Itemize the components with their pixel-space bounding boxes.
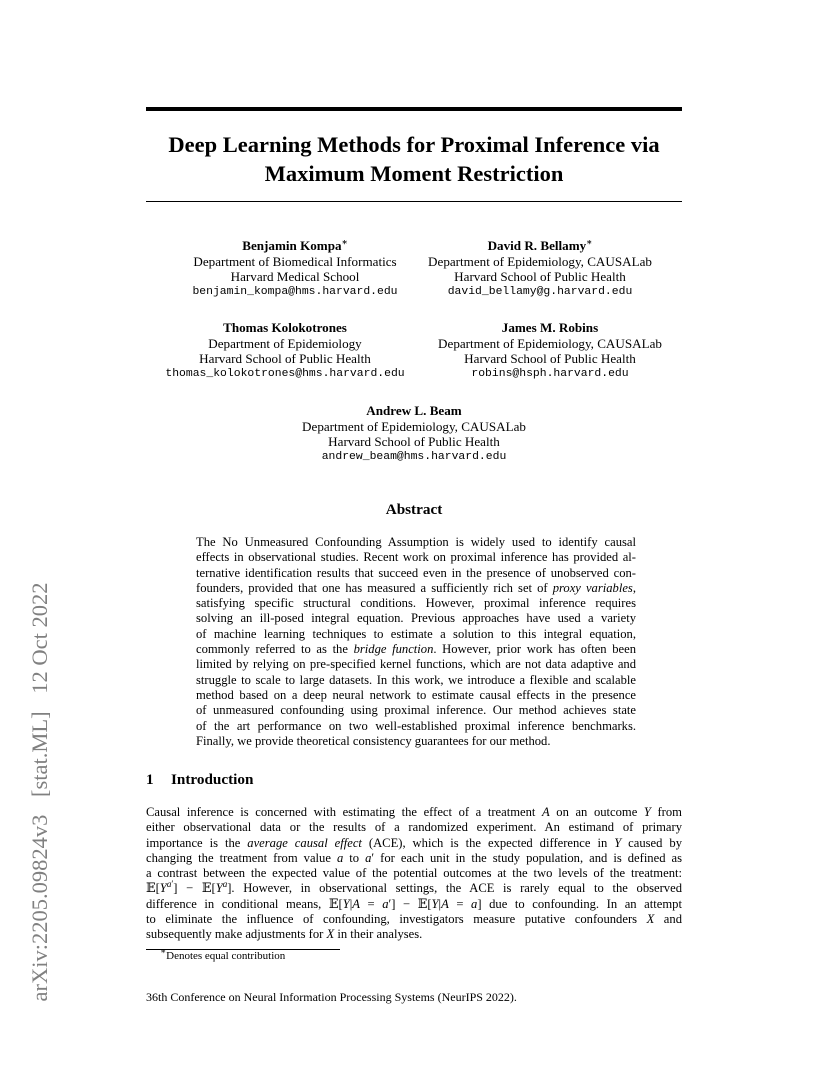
text-line: The No Unmeasured Confounding Assumption is widely used to identify causal: [196, 535, 636, 549]
author-school: Harvard School of Public Health: [328, 434, 500, 450]
text-line: ternative identification results that succeed even in the presence of unobserved con-: [196, 565, 636, 580]
author-name: Andrew L. Beam: [366, 403, 462, 418]
author-school: Harvard School of Public Health: [454, 269, 626, 285]
abstract-heading: Abstract: [385, 501, 443, 518]
author-name: Thomas Kolokotrones: [223, 320, 347, 335]
text-line: satisfying specific structural conditions. However, proximal inference requires: [196, 596, 636, 611]
text-line: of the art performance on two well-established proximal inference benchmarks.: [196, 718, 636, 733]
author-school: Harvard School of Public Health: [464, 351, 636, 367]
title-bottom-rule: [146, 201, 682, 202]
arxiv-date: 12 Oct 2022: [27, 582, 52, 694]
section-heading: [146, 771, 253, 789]
author-email[interactable]: andrew_beam@hms.harvard.edu: [321, 450, 507, 463]
text-line: changing the treatment from value a to a′ for each unit in the study population, and is defined as: [146, 850, 683, 865]
text-line: of unmeasured confounding using proximal inference. Our method achieves state: [196, 703, 636, 718]
text-line: importance is the average causal effect (ACE), which is the expected difference in Y caused by: [146, 835, 682, 850]
text-line: limited by relying on pre-specified kernel functions, which are not data adaptive and: [196, 657, 636, 672]
text-line: Causal inference is concerned with estimating the effect of a treatment A on an outcome Y from: [146, 805, 682, 819]
arxiv-category: [stat.ML]: [27, 711, 52, 797]
text-line: either observational data or the results of a randomized experiment. An estimand of primary: [146, 820, 682, 835]
footnote: [160, 946, 286, 962]
text-line: struggle to scale to large datasets. In this work, we introduce a flexible and scalable: [196, 672, 636, 687]
text-line: $𝔼[Y^{a'}]$ − $𝔼[Y^a]$. However, in observational settings, the ACE is rarely equal to the observed: [146, 879, 682, 896]
text-line: method based on a deep neural network to estimate causal effects in the presence: [196, 687, 636, 702]
title-line-2: Maximum Moment Restriction: [264, 161, 564, 186]
abstract-text: [196, 535, 636, 749]
text-line: effects in observational studies. Recent work on proximal inference has provided al-: [196, 550, 636, 565]
footnote-mark: ∗: [160, 946, 167, 956]
author-school: Harvard School of Public Health: [199, 351, 371, 367]
arxiv-id: arXiv:2205.09824v3: [27, 814, 52, 1002]
arxiv-stamp: [20, 512, 60, 1072]
text-line: commonly referred to as the bridge function. However, prior work has often been: [196, 642, 636, 657]
text-line: of machine learning techniques to estimate a solution to this integral equation,: [196, 626, 636, 641]
title-line-1: Deep Learning Methods for Proximal Inference via: [168, 132, 660, 157]
footnote-text: Denotes equal contribution: [166, 950, 286, 962]
text-line: solving an ill-posed integral equation. Previous approaches have used a variety: [196, 611, 636, 626]
text-line: subsequently make adjustments for X in their analyses.: [146, 927, 423, 942]
author-block-4: [400, 320, 700, 382]
author-dept: Department of Epidemiology, CAUSALab: [438, 335, 662, 351]
text-line: Finally, we provide theoretical consistency guarantees for our method.: [196, 733, 551, 748]
author-dept: Department of Epidemiology, CAUSALab: [428, 253, 652, 269]
intro-paragraph: [146, 805, 682, 943]
author-name: Benjamin Kompa∗: [242, 237, 348, 253]
author-email[interactable]: benjamin_kompa@hms.harvard.edu: [192, 285, 398, 298]
author-school: Harvard Medical School: [230, 269, 360, 285]
author-dept: Department of Biomedical Informatics: [193, 253, 397, 269]
text-line: founders, provided that one has measured a sufficiently rich set of proxy variables,: [196, 580, 636, 595]
author-email[interactable]: thomas_kolokotrones@hms.harvard.edu: [165, 367, 405, 380]
conference-note: 36th Conference on Neural Information Processing Systems (NeurIPS 2022).: [146, 990, 517, 1004]
author-dept: Department of Epidemiology: [208, 335, 362, 351]
author-dept: Department of Epidemiology, CAUSALab: [302, 418, 526, 434]
author-block-5: [264, 403, 564, 465]
text-line: a contrast between the expected value of the potential outcomes at the two levels of the treatment:: [146, 866, 682, 881]
section-title: Introduction: [171, 771, 254, 788]
author-email[interactable]: david_bellamy@g.harvard.edu: [447, 285, 633, 298]
text-line: to eliminate the influence of confounding, investigators measure putative confounders X and: [146, 912, 682, 927]
text-line: difference in conditional means, 𝔼[Y|A = a′] − 𝔼[Y|A = a] due to confounding. In an attempt: [146, 896, 682, 911]
title-top-rule: [146, 107, 682, 111]
author-block-2: [390, 238, 690, 300]
author-name: David R. Bellamy∗: [487, 237, 593, 253]
author-block-3: [140, 320, 430, 382]
section-number: 1: [146, 771, 154, 788]
author-name: James M. Robins: [501, 320, 599, 335]
paper-title: [100, 130, 728, 188]
author-email[interactable]: robins@hsph.harvard.edu: [471, 367, 629, 380]
